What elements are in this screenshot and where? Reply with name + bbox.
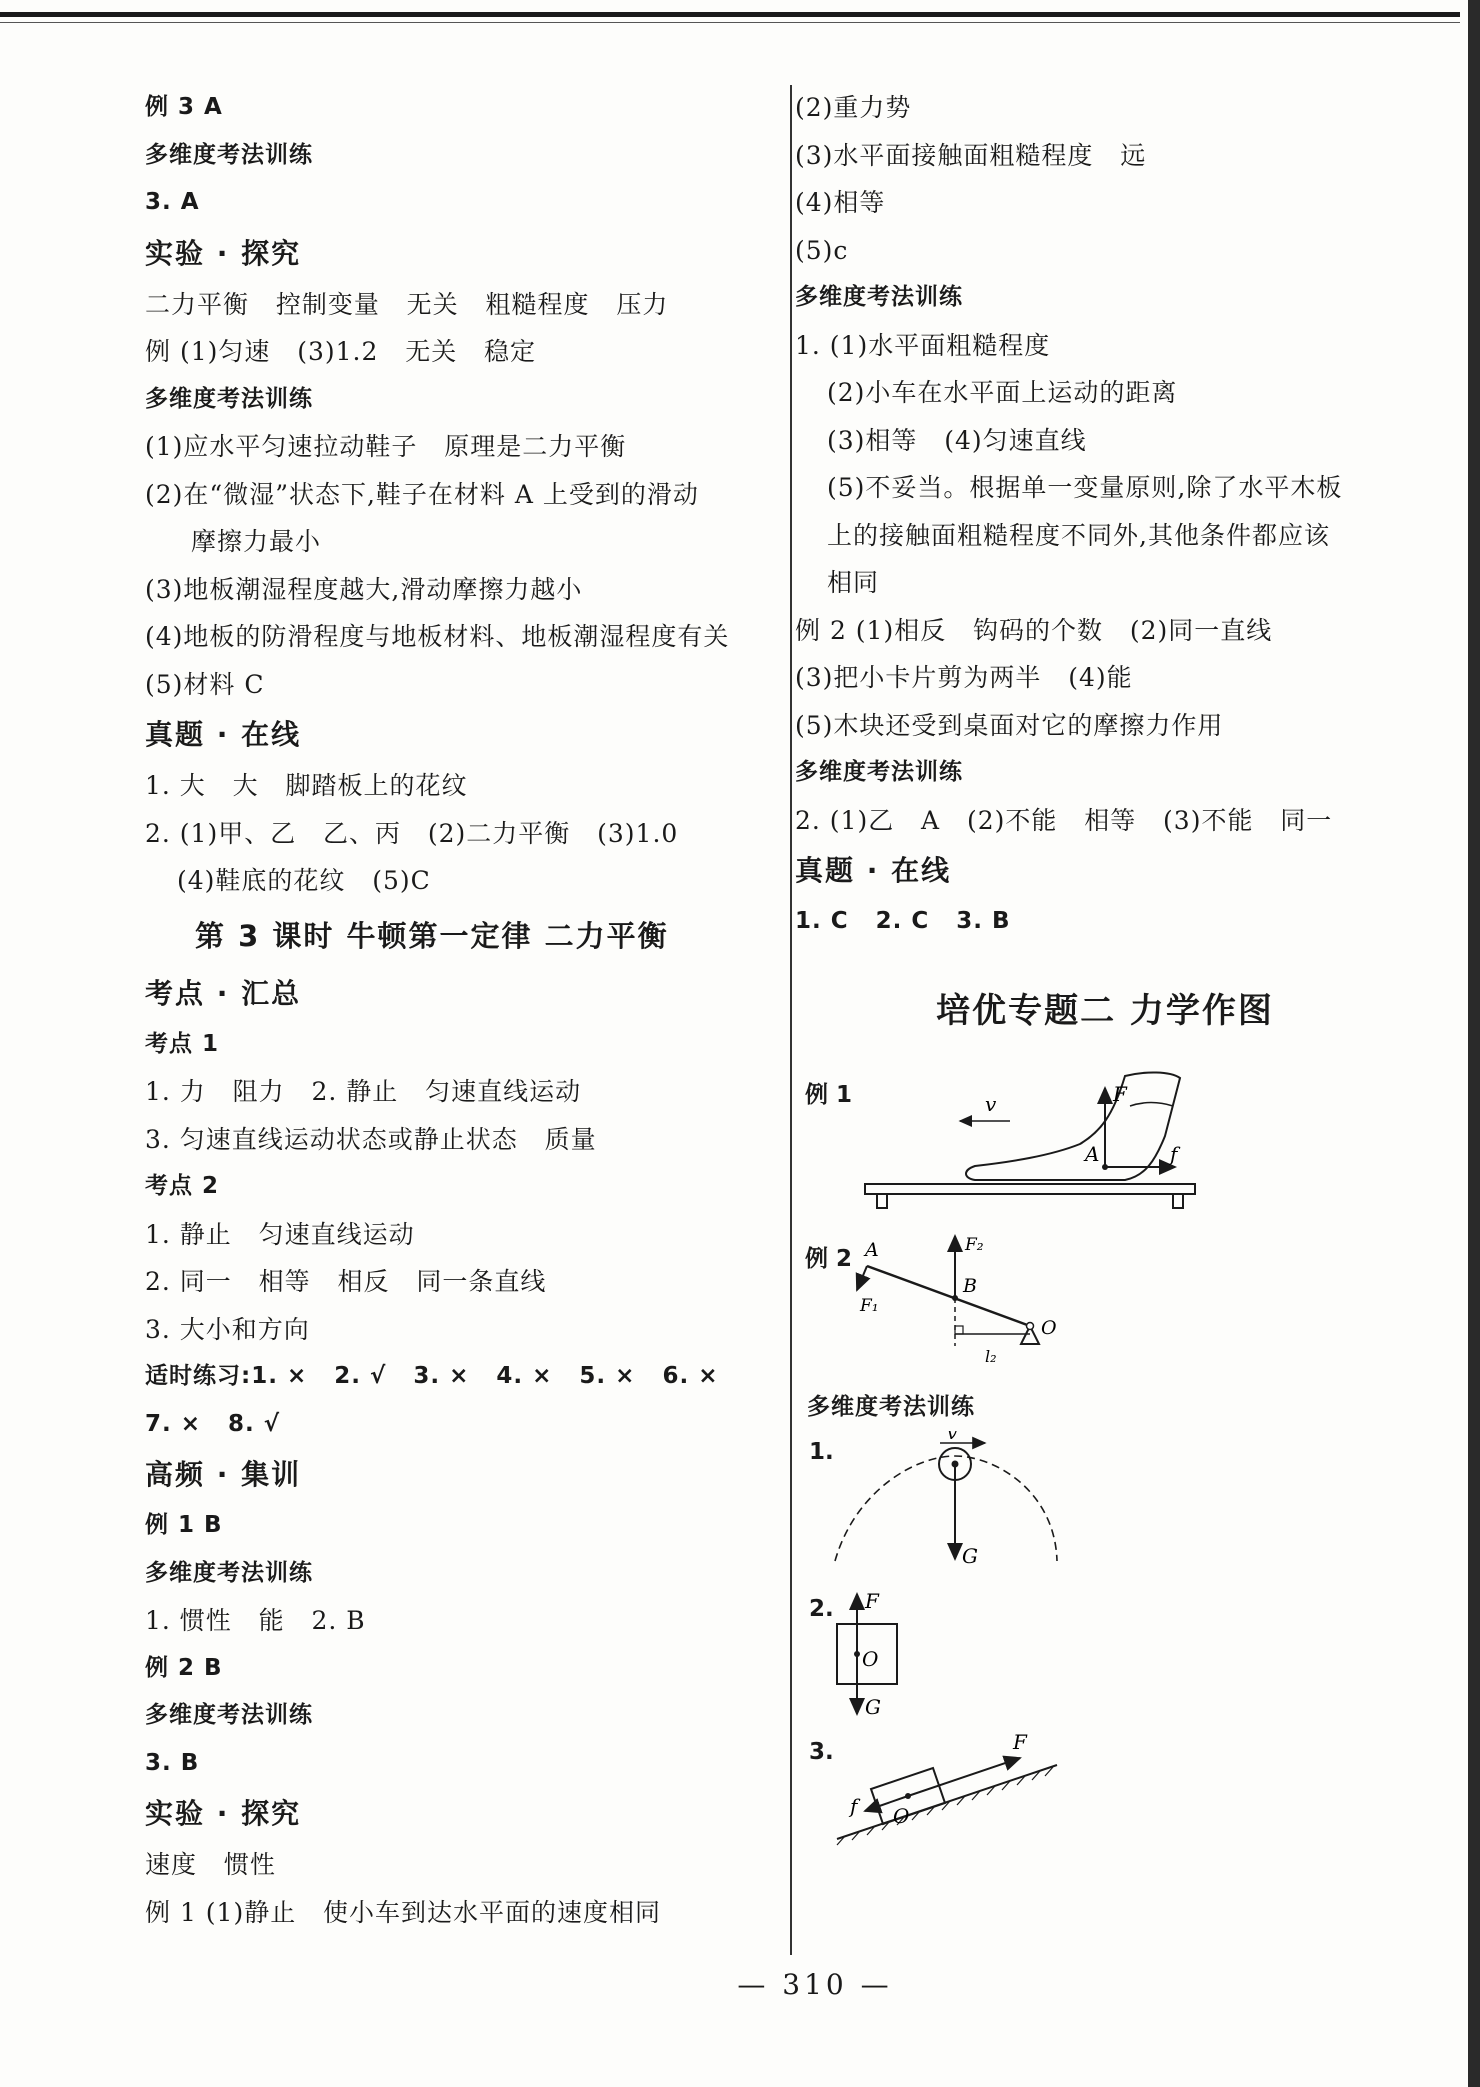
answer-line: (4)地板的防滑程度与地板材料、地板潮湿程度有关 [145,622,730,651]
answer-line: 例 (1)匀速 (3)1.2 无关 稳定 [145,337,537,366]
right-column-answers [795,84,1415,946]
section-heading: 实验 · 探究 [145,236,302,270]
answer-line: 例 2 B [145,1654,223,1681]
answer-line: (3)地板潮湿程度越大,滑动摩擦力越小 [145,574,583,604]
label-f: f [1170,1141,1178,1166]
answer-line: 相同 [827,568,880,597]
page-edge [1468,0,1480,2087]
answer-line: 二力平衡 控制变量 无关 粗糙程度 压力 [145,289,669,319]
label-A: A [1085,1141,1100,1166]
answer-line: (2)重力势 [795,93,912,122]
answer-line: (5)c [795,235,849,265]
answer-line: 例 1 (1)静止 使小车到达水平面的速度相同 [145,1897,662,1927]
answer-line: (2)在“微湿”状态下,鞋子在材料 A 上受到的滑动 [145,479,699,509]
label-G: G [865,1695,881,1719]
label-O: O [893,1804,910,1828]
answer-line: 3. 匀速直线运动状态或静止状态 质量 [145,1124,597,1154]
answer-line: 适时练习:1. × 2. √ 3. × 4. × 5. × 6. × [145,1363,719,1389]
section-heading: 考点 · 汇总 [145,976,302,1010]
answer-line: 7. × 8. √ [145,1410,281,1437]
label-v: v [947,1431,958,1444]
question-2-label: 2. [809,1596,834,1622]
section-heading: 高频 · 集训 [145,1458,302,1491]
example-1-figure [795,1066,1415,1226]
answer-line: (3)相等 (4)匀速直线 [827,425,1087,455]
answer-line: 1. (1)水平面粗糙程度 [795,330,1051,360]
answer-line: 多维度考法训练 [795,759,963,785]
answer-line: 速度 惯性 [145,1850,276,1879]
top-rule [0,12,1460,17]
board [865,1184,1195,1194]
answer-line: 3. A [145,189,200,215]
answer-line: 考点 2 [145,1173,220,1199]
answer-line: 多维度考法训练 [145,141,313,168]
board-leg-right [1173,1194,1183,1208]
shoe-outline [966,1072,1180,1180]
example-2-label: 例 2 [805,1245,853,1272]
pendulum-diagram [795,1431,1415,1586]
answer-line: 1. 大 大 脚踏板上的花纹 [145,771,468,800]
answer-line: 上的接触面粗糙程度不同外,其他条件都应该 [827,520,1330,550]
answer-line: 例 3 A [145,94,223,120]
sock-line [1130,1102,1173,1105]
label-F2: F₂ [965,1234,984,1255]
pivot-o [1027,1322,1034,1329]
question-1-label: 1. [809,1439,834,1465]
example-2-figure [795,1226,1415,1376]
question-3-label: 3. [809,1739,834,1765]
answer-line: 1. 静止 匀速直线运动 [145,1219,415,1249]
answer-line: 例 2 (1)相反 钩码的个数 (2)同一直线 [795,615,1273,645]
label-O: O [1041,1316,1057,1339]
answer-line: (4)相等 [795,188,886,217]
answer-line: 2. (1)乙 A (2)不能 相等 (3)不能 同一 [795,805,1333,835]
label-F1: F₁ [860,1295,879,1316]
shoe-force-diagram [795,1066,1415,1226]
force-f-arrow [908,1758,1020,1796]
answer-line: 摩擦力最小 [191,527,322,556]
answer-line: (2)小车在水平面上运动的距离 [827,378,1178,407]
incline-diagram [795,1731,1415,1851]
right-angle-mark [955,1326,963,1334]
answer-line: (1)应水平匀速拉动鞋子 原理是二力平衡 [145,432,627,461]
point-b [952,1295,958,1301]
example-1-label: 例 1 [805,1081,853,1108]
answer-line: 多维度考法训练 [795,284,963,310]
lever-bar [867,1266,1030,1326]
point-a [1102,1164,1108,1170]
answer-line: 1. C 2. C 3. B [795,908,1011,934]
question-3-figure [795,1731,1415,1851]
label-O: O [862,1647,879,1671]
block-force-diagram [795,1586,1415,1731]
answer-line: 1. 力 阻力 2. 静止 匀速直线运动 [145,1077,582,1106]
incline-hatching [837,1767,1053,1845]
answer-line: (3)水平面接触面粗糙程度 远 [795,140,1147,170]
board-leg-left [877,1194,887,1208]
answer-line: (4)鞋底的花纹 (5)C [177,866,431,895]
top-rule-thin [0,22,1460,23]
answer-line: (5)木块还受到桌面对它的摩擦力作用 [795,710,1224,740]
right-column [795,84,1415,1851]
section-heading: 真题 · 在线 [795,854,952,887]
section-heading: 真题 · 在线 [145,718,302,751]
question-1-figure [795,1431,1415,1586]
label-l2: l₂ [985,1346,997,1366]
topic-title: 培优专题二 力学作图 [936,990,1274,1031]
column-divider [790,85,792,1955]
answer-line: 考点 1 [145,1030,220,1057]
answer-line: 例 1 B [145,1512,223,1538]
answer-line: 2. 同一 相等 相反 同一条直线 [145,1267,547,1296]
answer-line: 多维度考法训练 [145,385,313,412]
answer-line: (5)材料 C [145,669,265,699]
answer-line: 3. 大小和方向 [145,1314,310,1344]
answer-line: (5)不妥当。根据单一变量原则,除了水平木板 [827,473,1343,502]
lever-diagram [795,1226,1415,1376]
label-F: F [865,1589,879,1613]
arc-path [835,1456,1057,1561]
answer-line: (3)把小卡片剪为两半 (4)能 [795,663,1133,692]
label-F: F [1013,1731,1027,1754]
question-2-figure [795,1586,1415,1731]
label-B: B [963,1274,977,1297]
force-f1-arrow [857,1266,867,1290]
label-F: F [1113,1081,1127,1106]
answer-line: 3. B [145,1749,200,1776]
label-G: G [962,1544,978,1568]
answer-line: 多维度考法训练 [145,1702,313,1728]
incline-surface [837,1765,1057,1839]
answer-line: 1. 惯性 能 2. B [145,1606,366,1635]
training-title: 多维度考法训练 [807,1393,975,1420]
label-A: A [865,1238,879,1261]
lesson-heading: 第 3 课时 牛顿第一定律 二力平衡 [195,918,669,953]
label-v: v [985,1091,997,1116]
left-column [145,84,775,1936]
answer-line: 2. (1)甲、乙 乙、丙 (2)二力平衡 (3)1.0 [145,818,679,848]
section-heading: 实验 · 探究 [145,1797,302,1830]
label-f: f [850,1794,858,1818]
page-number: — 310 — [737,1968,893,2001]
answer-line: 多维度考法训练 [145,1559,313,1586]
